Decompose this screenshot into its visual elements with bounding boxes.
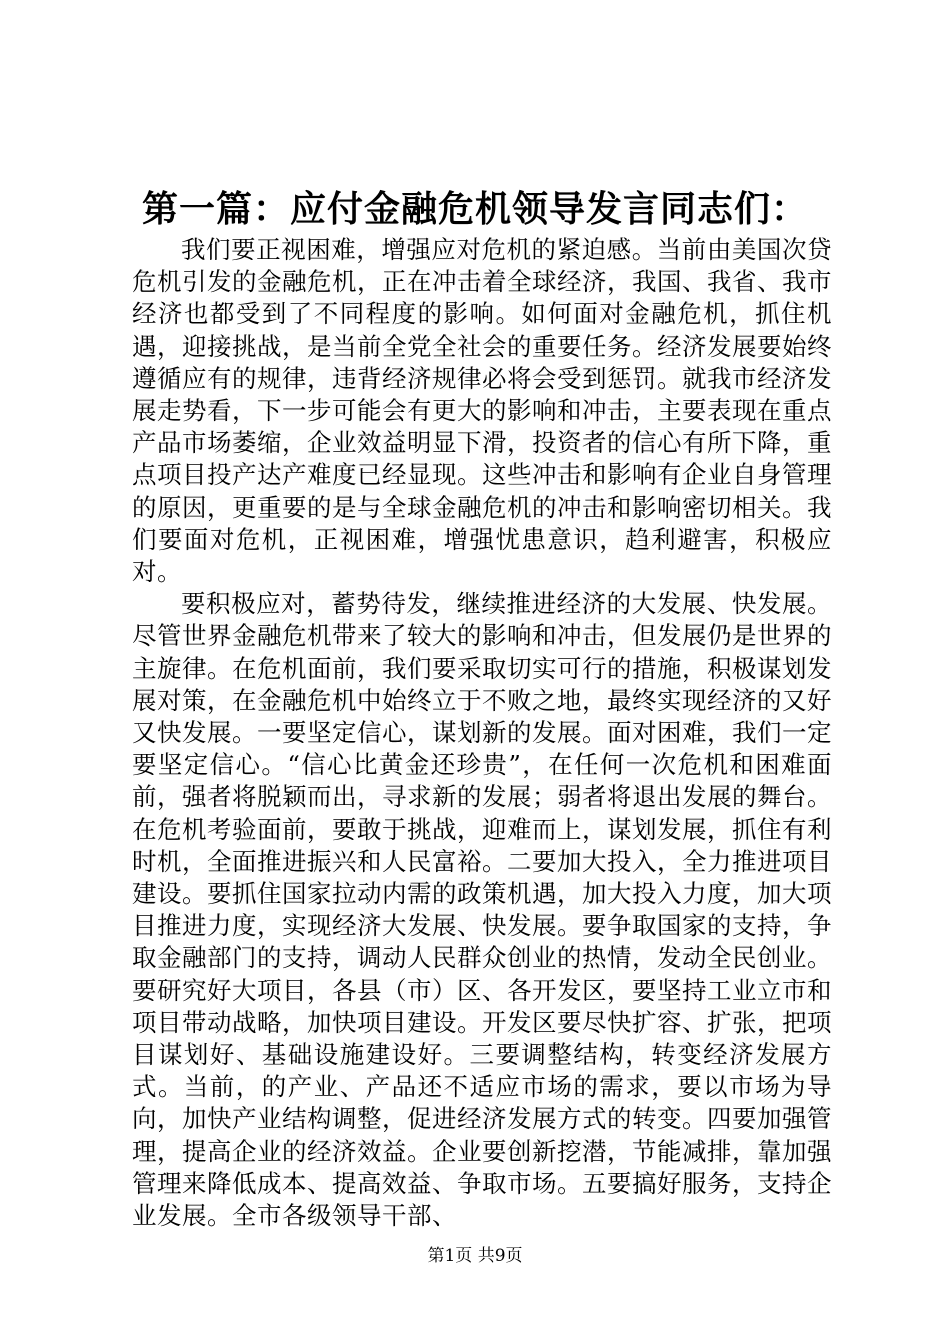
- page-number: 第1页 共9页: [427, 1246, 523, 1266]
- paragraph-1: 我们要正视困难，增强应对危机的紧迫感。当前由美国次贷危机引发的金融危机，正在冲击着全球经济，我国、我省、我市经济也都受到了不同程度的影响。如何面对金融危机，抓住机遇，迎接挑战，是当前全党全社会的重要任务。经济发展要始终遵循应有的规律，违背经济规律必将会受到惩罚。就我市经济发展走势看，下一步可能会有更大的影响和冲击，主要表现在重点产品市场萎缩，企业效益明显下滑，投资者的信心有所下降，重点项目投产达产难度已经显现。这些冲击和影响有企业自身管理的原因，更重要的是与全球金融危机的冲击和影响密切相关。我们要面对危机，正视困难，增强忧患意识，趋利避害，积极应对。: [132, 235, 832, 587]
- document-body: [132, 234, 832, 1232]
- document-title: 第一篇：应付金融危机领导发言同志们：: [141, 188, 808, 230]
- paragraph-2: 要积极应对，蓄势待发，继续推进经济的大发展、快发展。尽管世界金融危机带来了较大的影响和冲击，但发展仍是世界的主旋律。在危机面前，我们要采取切实可行的措施，积极谋划发展对策，在金融危机中始终立于不败之地，最终实现经济的又好又快发展。一要坚定信心，谋划新的发展。面对困难，我们一定要坚定信心。“信心比黄金还珍贵”，在任何一次危机和困难面前，强者将脱颖而出，寻求新的发展；弱者将退出发展的舞台。在危机考验面前，要敢于挑战，迎难而上，谋划发展，抓住有利时机，全面推进振兴和人民富裕。二要加大投入，全力推进项目建设。要抓住国家拉动内需的政策机遇，加大投入力度，加大项目推进力度，实现经济大发展、快发展。要争取国家的支持，争取金融部门的支持，调动人民群众创业的热情，发动全民创业。要研究好大项目，各县（市）区、各开发区，要坚持工业立市和项目带动战略，加快项目建设。开发区要尽快扩容、扩张，把项目谋划好、基础设施建设好。三要调整结构，转变经济发展方式。当前，的产业、产品还不适应市场的需求，要以市场为导向，加快产业结构调整，促进经济发展方式的转变。四要加强管理，提高企业的经济效益。企业要创新挖潜，节能减排，靠加强管理来降低成本、提高效益、争取市场。五要搞好服务，支持企业发展。全市各级领导干部、: [132, 589, 832, 1231]
